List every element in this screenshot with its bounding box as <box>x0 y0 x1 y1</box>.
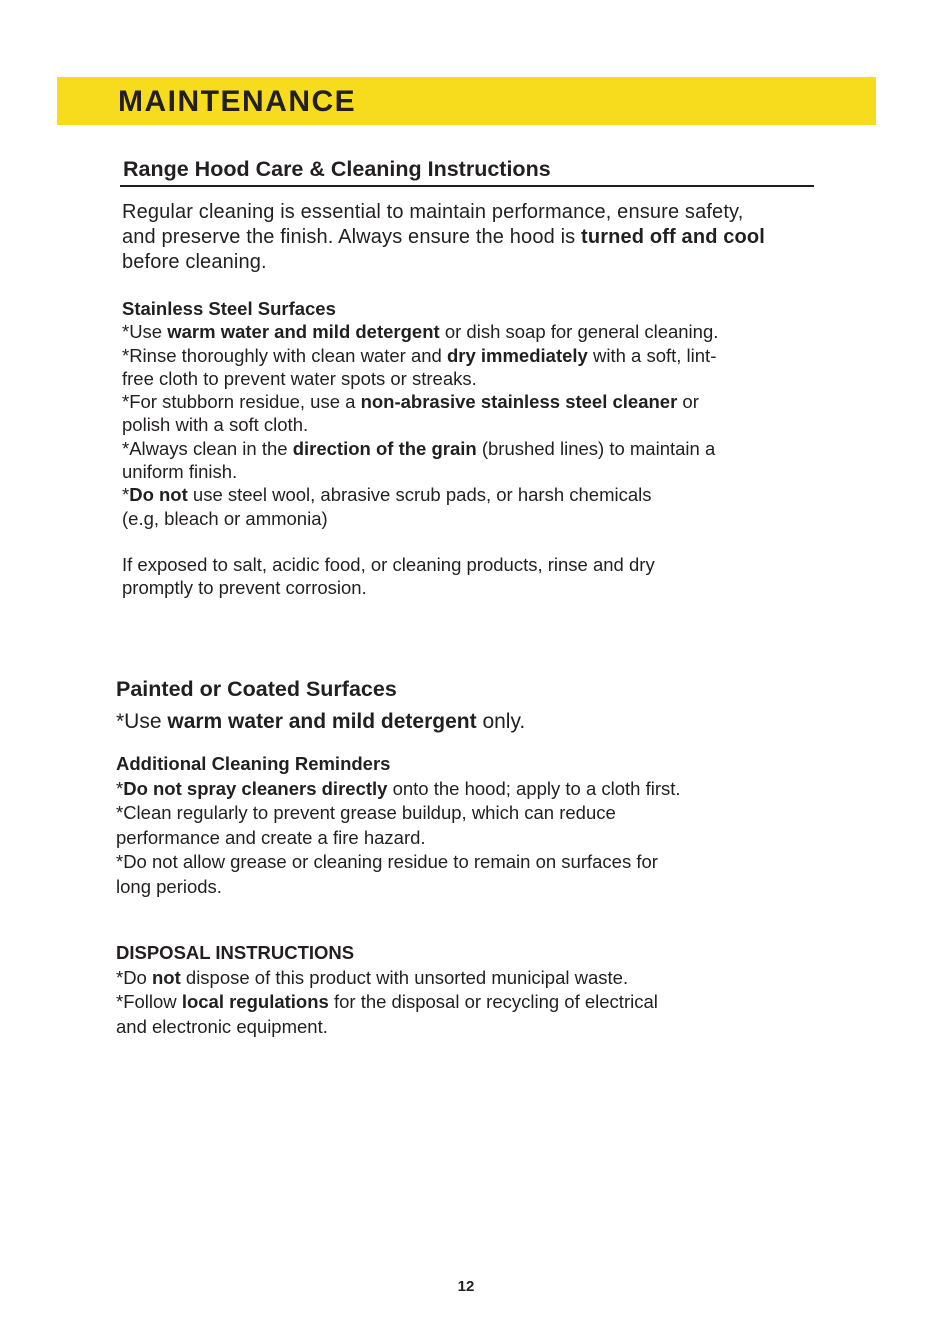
section-title: MAINTENANCE <box>118 85 357 118</box>
intro-line: before cleaning. <box>122 251 267 273</box>
bullet-text: or <box>677 391 699 413</box>
intro-line <box>122 225 765 250</box>
bullet-text: or dish soap for general cleaning. <box>439 321 719 343</box>
disposal-bullet-continuation: and electronic equipment. <box>116 1015 328 1037</box>
instruction-emphasis: warm water and mild detergent <box>167 710 477 733</box>
bullet-text: *For stubborn residue, use a <box>122 391 361 413</box>
cleaning-reminders-section <box>116 752 681 899</box>
bullet-emphasis: direction of the grain <box>292 437 477 459</box>
stainless-bullet <box>122 344 718 367</box>
bullet-text: *Follow <box>116 991 182 1012</box>
page-subtitle: Range Hood Care & Cleaning Instructions <box>123 157 551 181</box>
stainless-bullet-continuation: polish with a soft cloth. <box>122 414 309 436</box>
reminder-bullet-continuation: performance and create a fire hazard. <box>116 826 426 848</box>
stainless-bullet-continuation: free cloth to prevent water spots or streaks. <box>122 367 477 389</box>
instruction-text: *Use <box>116 710 168 733</box>
stainless-bullet <box>122 437 718 460</box>
bullet-text: *Do <box>116 966 152 988</box>
bullet-emphasis: non-abrasive stainless steel cleaner <box>360 391 678 413</box>
painted-surfaces-instruction <box>116 708 525 735</box>
disposal-section <box>116 941 658 1039</box>
cleaning-reminders-heading: Additional Cleaning Reminders <box>116 753 391 774</box>
intro-text: and preserve the finish. Always ensure the hood is <box>122 226 582 248</box>
corrosion-note-line: If exposed to salt, acidic food, or cleaning products, rinse and dry <box>122 554 655 575</box>
bullet-text: (brushed lines) to maintain a <box>476 437 716 459</box>
intro-line: Regular cleaning is essential to maintain performance, ensure safety, <box>122 201 744 223</box>
bullet-emphasis: Do not <box>129 484 188 506</box>
bullet-text: dispose of this product with unsorted municipal waste. <box>180 966 629 988</box>
bullet-text: *Use <box>122 321 168 343</box>
corrosion-note <box>122 553 655 600</box>
disposal-bullet <box>116 990 658 1015</box>
bullet-text: * <box>122 484 130 506</box>
page-number: 12 <box>457 1278 475 1295</box>
bullet-text: *Always clean in the <box>122 437 293 459</box>
reminder-bullet: *Do not allow grease or cleaning residue to remain on surfaces for <box>116 851 658 872</box>
disposal-heading: DISPOSAL INSTRUCTIONS <box>116 942 355 963</box>
stainless-bullet-continuation: (e.g, bleach or ammonia) <box>122 507 328 529</box>
reminder-bullet: *Clean regularly to prevent grease buildup, which can reduce <box>116 802 616 823</box>
intro-emphasis: turned off and cool <box>581 226 765 248</box>
disposal-bullet <box>116 966 658 991</box>
stainless-bullet <box>122 390 718 413</box>
stainless-bullet <box>122 320 718 343</box>
bullet-emphasis: not <box>152 966 181 988</box>
bullet-emphasis: local regulations <box>181 991 329 1012</box>
painted-surfaces-heading: Painted or Coated Surfaces <box>116 677 397 701</box>
intro-paragraph <box>122 200 765 275</box>
instruction-text: only. <box>476 710 526 733</box>
bullet-text: * <box>116 777 124 799</box>
stainless-bullet-continuation: uniform finish. <box>122 461 238 483</box>
corrosion-note-line: promptly to prevent corrosion. <box>122 577 367 599</box>
stainless-bullet <box>122 483 718 506</box>
bullet-text: *Rinse thoroughly with clean water and <box>122 344 447 366</box>
bullet-text: use steel wool, abrasive scrub pads, or harsh chemicals <box>187 484 652 506</box>
reminder-bullet <box>116 777 681 802</box>
stainless-steel-section <box>122 297 718 530</box>
bullet-emphasis: warm water and mild detergent <box>167 321 440 343</box>
bullet-text: for the disposal or recycling of electrical <box>328 991 658 1012</box>
bullet-emphasis: Do not spray cleaners directly <box>123 777 388 799</box>
reminder-bullet-continuation: long periods. <box>116 875 222 897</box>
bullet-emphasis: dry immediately <box>446 344 588 366</box>
stainless-steel-heading: Stainless Steel Surfaces <box>122 298 336 319</box>
bullet-text: with a soft, lint- <box>587 344 717 366</box>
subtitle-underline <box>120 185 814 187</box>
section-banner <box>57 77 876 125</box>
bullet-text: onto the hood; apply to a cloth first. <box>387 777 681 799</box>
